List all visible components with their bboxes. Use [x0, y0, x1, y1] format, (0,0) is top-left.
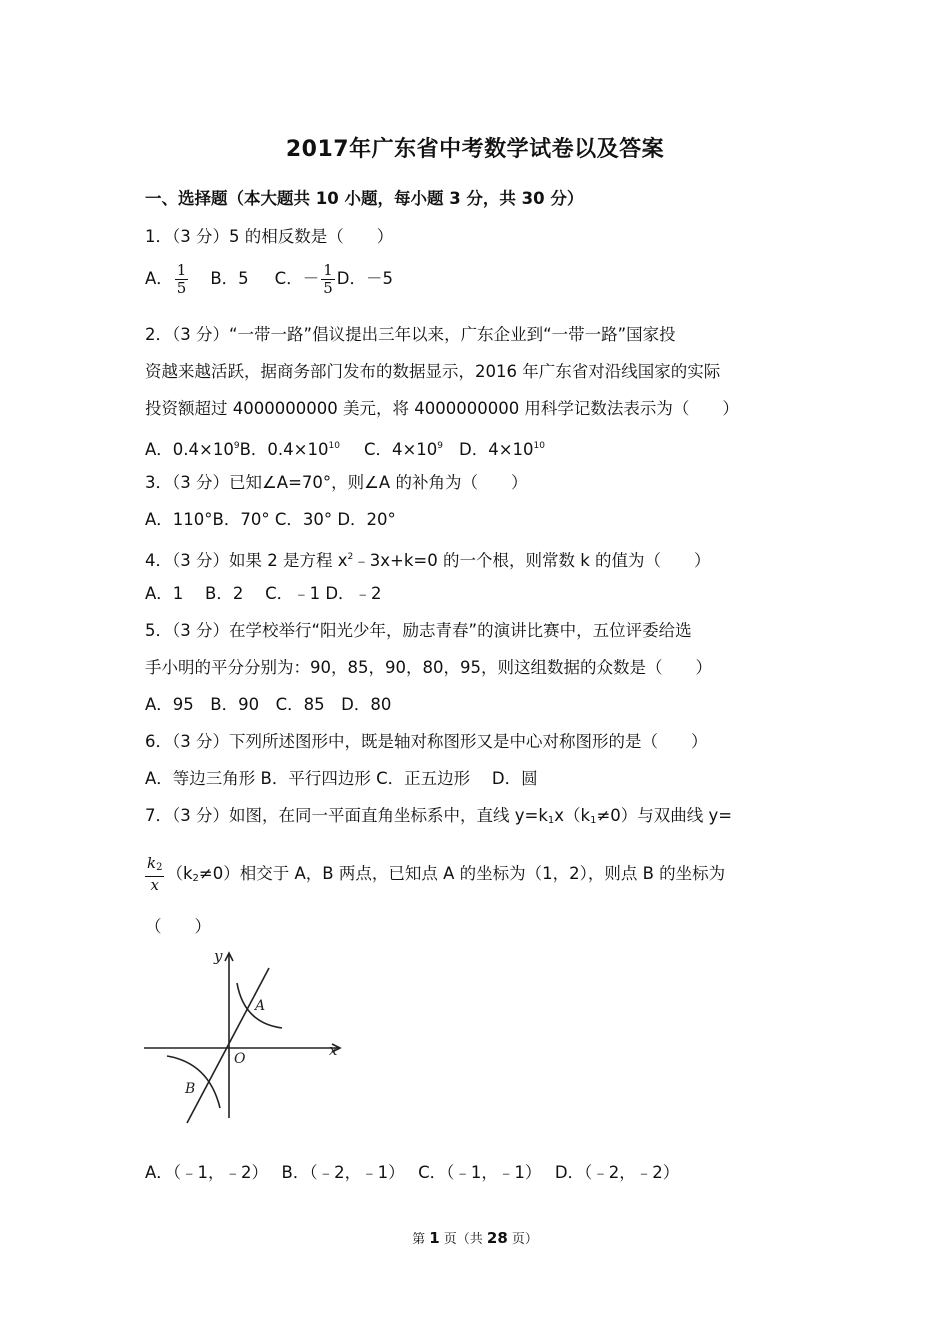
x-axis-label: x: [329, 1041, 338, 1059]
question-7-line-3: （ ）: [145, 917, 211, 936]
q1-option-d: D．－5: [336, 269, 393, 288]
question-6-stem: 6．（3 分）下列所述图形中，既是轴对称图形又是中心对称图形的是（ ）: [145, 732, 708, 751]
question-4-options: A．1 B．2 C．﹣1 D．﹣2: [145, 584, 382, 603]
origin-label: O: [234, 1051, 246, 1067]
question-2-line-3: 投资额超过 4000000000 美元，将 4000000000 用科学记数法表示为（ ）: [145, 399, 739, 418]
question-1-stem: 1．（3 分）5 的相反数是（ ）: [145, 227, 394, 246]
point-a-label: A: [255, 998, 266, 1014]
question-2-options: [145, 435, 545, 461]
question-5-line-2: 手小明的平分分别为：90，85，90，80，95，则这组数据的众数是（ ）: [145, 658, 712, 677]
question-3-stem: 3．（3 分）已知∠A=70°，则∠A 的补角为（ ）: [145, 473, 528, 492]
question-7-line-1: 7．（3 分）如图，在同一平面直角坐标系中，直线 $y=k_1x(k_1\ne 0)$与双曲线 y=: [145, 806, 733, 826]
point-b-label: B: [185, 1081, 196, 1097]
q2-option-b: B．$0.4\times 10^{10}$: [239, 440, 340, 459]
q1-option-c-label: C．－: [274, 269, 320, 288]
question-1-options: [145, 262, 393, 297]
q1-option-a-fraction: $\frac{1}{5}$: [176, 261, 187, 297]
section-heading: 一、选择题（本大题共 10 小题，每小题 3 分，共 30 分）: [145, 189, 584, 208]
question-2-line-1: 2．（3 分）“一带一路”倡议提出三年以来，广东企业到“一带一路”国家投: [145, 325, 676, 344]
question-7-line-2: $\frac{k_2}{x}$ $(k_2\ne 0)$相交于 A，B 两点，已知点 A 的坐标为（1，2），则点 B 的坐标为: [147, 854, 726, 894]
q2-option-c: C．$4\times 10^9$: [363, 440, 444, 459]
question-6-options: A．等边三角形 B．平行四边形 C．正五边形 D．圆: [145, 769, 538, 788]
q7-fraction-k2-over-x: $\frac{k_2}{x}$: [147, 854, 163, 894]
q1-option-a-label: A．: [145, 269, 173, 288]
question-5-options: A．95 B．90 C．85 D．80: [145, 695, 392, 714]
y-axis-label: y: [214, 947, 223, 965]
question-2-line-2: 资越来越活跃，据商务部门发布的数据显示，2016 年广东省对沿线国家的实际: [145, 362, 721, 381]
q2-option-d: D．$4\times 10^{10}$: [459, 440, 545, 459]
question-7-options: A．（﹣1，﹣2） B．（﹣2，﹣1） C．（﹣1，﹣1） D．（﹣2，﹣2）: [145, 1163, 680, 1182]
q2-option-a: A．$0.4\times 10^9$: [145, 440, 240, 459]
page-footer: 第 1 页（共 28 页）: [412, 1229, 538, 1247]
question-5-line-1: 5．（3 分）在学校举行“阳光少年，励志青春”的演讲比赛中，五位评委给选: [145, 621, 692, 640]
q1-option-b: B．5: [210, 269, 249, 288]
coordinate-figure: [142, 943, 357, 1128]
line-y-k1x: [187, 968, 269, 1123]
q1-option-c-fraction: $\frac{1}{5}$: [323, 261, 333, 297]
page-title: 2017年广东省中考数学试卷以及答案: [285, 137, 665, 162]
question-3-options: A．110°B．70° C．30° D．20°: [145, 510, 396, 529]
question-4-stem: 4．（3 分）如果 2 是方程 $x^2﹣3x+k=0$ 的一个根，则常数 k 的值为（ ）: [145, 551, 711, 570]
